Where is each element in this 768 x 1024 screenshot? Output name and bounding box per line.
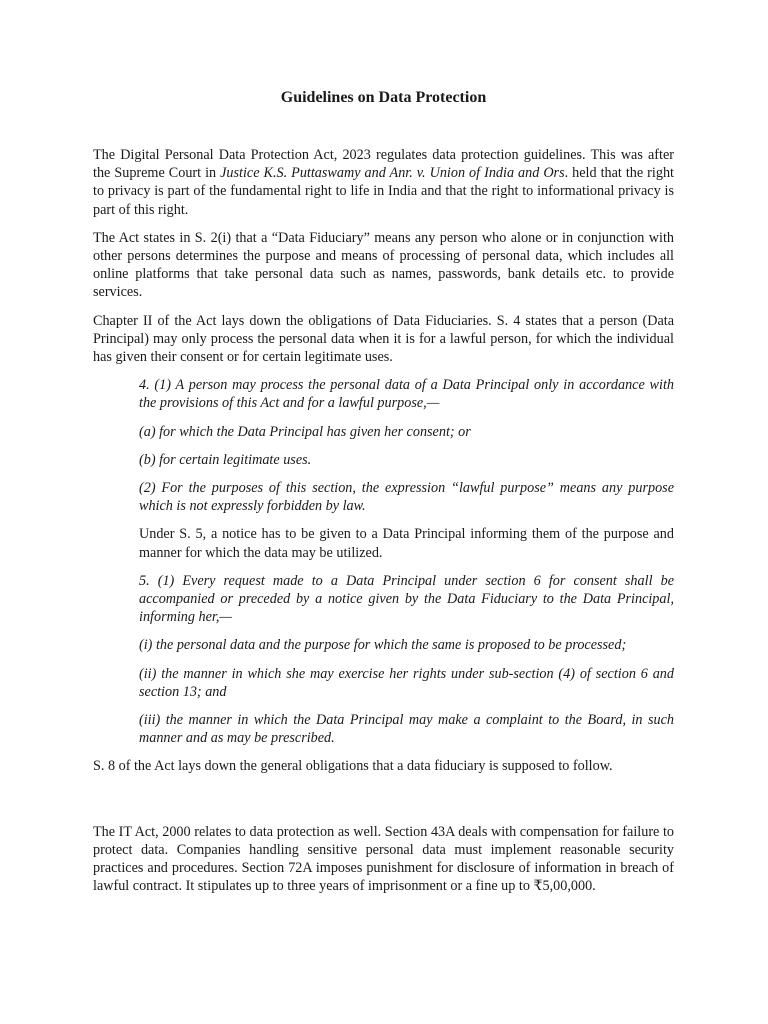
quote-section-4-1-b: (b) for certain legitimate uses. [139,451,312,468]
quote-section-4-1: 4. (1) A person may process the personal data of a Data Principal only in accordance with the provisions of this Act and for a lawful purpose,— [139,377,674,412]
paragraph-intro-start: The Digital Personal Data Protection Act, 2023 regulates data protection guidelines. This was after the Supreme Court in [93,147,674,182]
paragraph-data-fiduciary: The Act states in S. 2(i) that a “Data Fiduciary” means any person who alone or in conjunction with other persons determines the purpose and means of processing of personal data, which includes all online platforms that take personal data such as names, passwords, bank details etc. to provide services. [93,229,674,301]
document-title: Guidelines on Data Protection [280,89,487,106]
quote-section-5-1-iii: (iii) the manner in which the Data Principal may make a complaint to the Board, in such manner and as may be prescribed. [139,712,674,747]
quote-section-5-1-ii: (ii) the manner in which she may exercise her rights under sub-section (4) of section 6 and section 13; and [139,665,674,700]
quote-section-5-1-i: (i) the personal data and the purpose for which the same is proposed to be processed; [139,637,627,654]
paragraph-chapter-ii: Chapter II of the Act lays down the obligations of Data Fiduciaries. S. 4 states that a person (Data Principal) may only process the personal data when it is for a lawful person, for which the individual has given their consent or for certain legitimate uses. [93,312,674,366]
paragraph-intro-end: . held that the right to privacy is part of the fundamental right to life in India and that the right to informational privacy is part of this right. [93,165,674,218]
document-body [93,146,674,906]
paragraph-section-8: S. 8 of the Act lays down the general obligations that a data fiduciary is supposed to follow. [93,758,613,775]
quote-section-5-1: 5. (1) Every request made to a Data Principal under section 6 for consent shall be accompanied or preceded by a notice given by the Data Fiduciary to the Data Principal, informing her,— [139,572,674,626]
paragraph-it-act: The IT Act, 2000 relates to data protection as well. Section 43A deals with compensation for failure to protect data. Companies handling sensitive personal data must implement reasonable security practices and procedures. Section 72A imposes punishment for disclosure of information in breach of lawful contract. It stipulates up to three years of imprisonment or a fine up to ₹5,00,000. [93,823,674,895]
quote-section-4-2: (2) For the purposes of this section, the expression “lawful purpose” means any purpose which is not expressly forbidden by law. [139,480,674,515]
quote-section-4-1-a: (a) for which the Data Principal has given her consent; or [139,423,471,440]
blank-space [93,786,674,823]
paragraph-section-5: Under S. 5, a notice has to be given to a Data Principal informing them of the purpose and manner for which the data may be utilized. [139,526,674,561]
case-citation: Justice K.S. Puttaswamy and Anr. v. Union of India and Ors [220,165,565,182]
paragraph-intro [93,146,674,219]
